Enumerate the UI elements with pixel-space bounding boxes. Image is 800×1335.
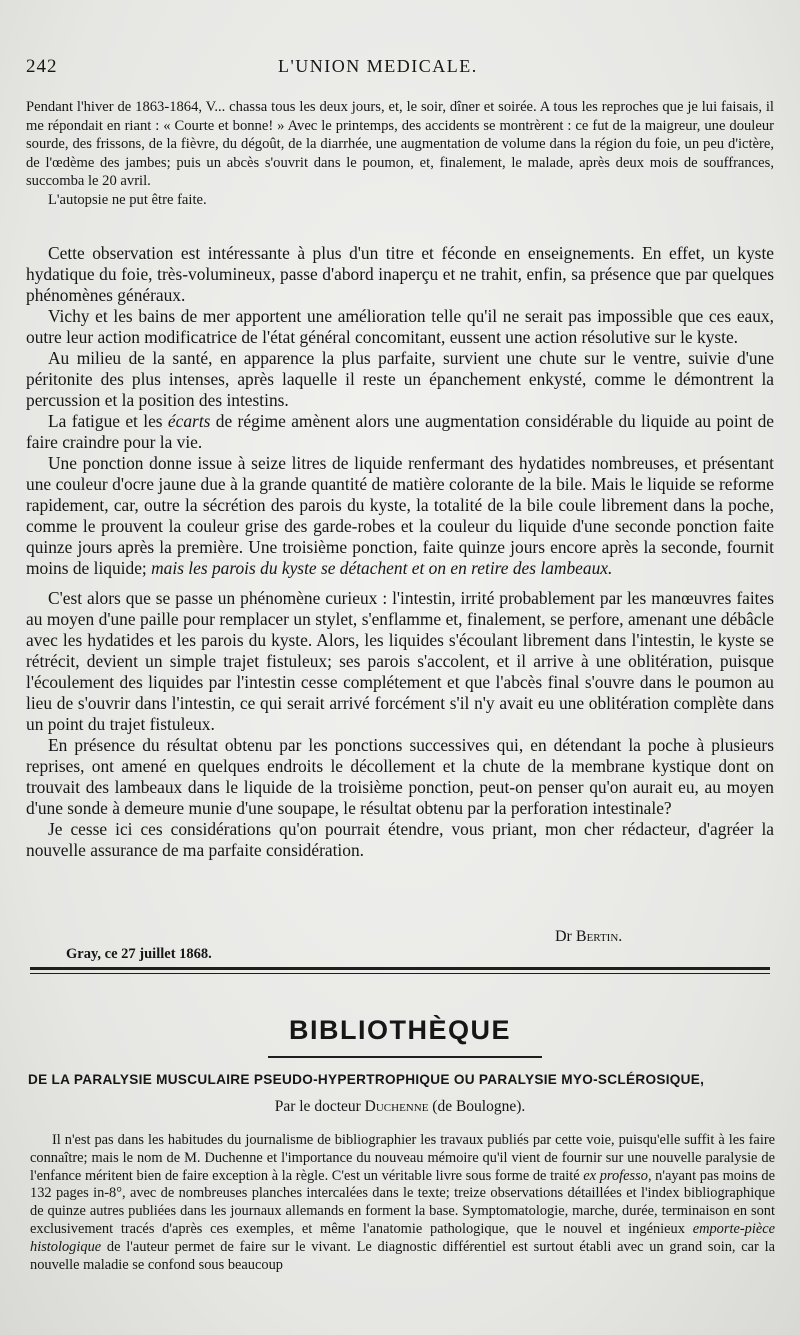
text-run: Une ponction donne issue à seize litres de liquide renfermant des hydatides nombreuses, et présentant une couleur d'ocre jaune due à la grande quantité de matière colorante de la bile. Mais le liquide se reforme rapidement, car, outre la sécrétion des parois du kyste, la totalité de la bile coule librement dans la poche, comme le prouvent la couleur grise des garde-robes et la couleur du liquide d'une seconde ponction faite quinze jours après la première. Une troisième ponction, faite quinze jours encore après la seconde, fournit moins de liquide; bbox=[26, 453, 774, 578]
body-paragraph: En présence du résultat obtenu par les ponctions successives qui, en détendant la poche à plusieurs reprises, ont amené en quelques endroits le décollement et la chute de la membrane kystique dont on trouvait des lambeaux dans le liquide de la troisième ponction, peut-on penser qu'on aurait eu, au moyen d'une sonde à demeure munie d'une soupape, le résultat obtenu par la perforation intestinale? bbox=[26, 735, 774, 818]
commentary bbox=[26, 243, 774, 861]
italic-text: emporte-pièce histologique bbox=[30, 1220, 775, 1255]
body-paragraph bbox=[26, 453, 774, 579]
intro-paragraph: Pendant l'hiver de 1863-1864, V... chassa tous les deux jours, et, le soir, dîner et soirée. A tous les reproches que je lui faisais, il me répondait en riant : « Courte et bonne! » Avec le printemps, des accidents se montrèrent : ce fut de la maigreur, une douleur sourde, des frissons, de la fièvre, du dégoût, de la diarrhée, une augmentation de volume dans la région du foie, un peu d'ictère, de l'œdème des jambes; puis un abcès s'ouvrit dans le poumon, et, finalement, le malade, après deux mois de souffrances, succomba le 20 avril. bbox=[26, 99, 774, 189]
running-head bbox=[26, 52, 760, 78]
text-run: de l'auteur permet de faire sur le vivant. Le diagnostic différentiel est surtout établi avec un grand soin, car la nouvelle maladie se confond sous beaucoup bbox=[30, 1238, 775, 1273]
italic-text: mais les parois du kyste se détachent et on en retire des lambeaux. bbox=[151, 558, 613, 578]
journal-title: L'UNION MEDICALE. bbox=[278, 56, 478, 76]
body-paragraph bbox=[26, 411, 774, 453]
section-divider-thin bbox=[30, 973, 770, 974]
heading-underline bbox=[268, 1056, 542, 1058]
body-paragraph: Cette observation est intéressante à plus d'un titre et féconde en enseignements. En effet, un kyste hydatique du foie, très-volumineux, passe d'abord inaperçu et ne trahit, enfin, sa présence que par quelques phénomènes généraux. bbox=[26, 243, 774, 305]
text-run: La fatigue et les bbox=[48, 411, 168, 431]
byline bbox=[0, 1098, 800, 1116]
autopsy-note: L'autopsie ne put être faite. bbox=[48, 191, 207, 208]
review-text bbox=[30, 1132, 775, 1274]
section-divider bbox=[30, 967, 770, 970]
signature-name: Bertin. bbox=[575, 928, 623, 945]
section-heading: BIBLIOTHÈQUE bbox=[288, 1015, 511, 1045]
text-run: de régime amènent alors une augmentation considérable du liquide au point de faire craindre pour la vie. bbox=[26, 411, 774, 452]
italic-text: ex professo bbox=[583, 1167, 648, 1184]
body-paragraph: Au milieu de la santé, en apparence la plus parfaite, survient une chute sur le ventre, suivie d'une péritonite des plus intenses, après laquelle il reste un épanchement enkysté, comme le démontrent la percussion et la position des intestins. bbox=[26, 348, 774, 410]
signature-title: Dr bbox=[555, 928, 572, 945]
page-number: 242 bbox=[26, 56, 58, 77]
article-title: DE LA PARALYSIE MUSCULAIRE PSEUDO-HYPERTROPHIQUE OU PARALYSIE MYO-SCLÉROSIQUE, bbox=[28, 1072, 705, 1087]
text-run: , n'ayant pas moins de 132 pages in-8°, avec de nombreuses planches intercalées dans le texte; treize observations détaillées et l'index bibliographique de quinze autres publiées dans les journaux allemands en forment la base. Symptomatologie, marche, durée, terminaison en sont exclusivement tracés d'après ces exemples, et même l'anatomie pathologique, que le nouvel et ingénieux bbox=[30, 1167, 775, 1237]
byline-suffix: (de Boulogne). bbox=[428, 1098, 526, 1115]
place-date: Gray, ce 27 juillet 1868. bbox=[66, 946, 212, 962]
byline-author: Duchenne bbox=[364, 1098, 429, 1115]
body-paragraph: C'est alors que se passe un phénomène curieux : l'intestin, irrité probablement par les manœuvres faites au moyen d'une paille pour remplacer un stylet, s'enflamme et, finalement, se perfore, amenant une débâcle avec les hydatides et les parois du kyste. Alors, les liquides s'écoulant librement dans l'intestin, le kyste se rétrécit, devient un simple trajet fistuleux; ses parois s'accolent, et il arrive à une oblitération, puisque l'écoulement des liquides par l'intestin cesse complétement et que l'abcès final s'ouvre dans le poumon au lieu de s'ouvrir dans l'intestin, ce qui serait arrivé forcément s'il n'y avait eu une oblitération complète dans un point du trajet fistuleux. bbox=[26, 588, 774, 734]
review-paragraph bbox=[30, 1132, 775, 1274]
italic-text: écarts bbox=[167, 411, 211, 431]
byline-prefix: Par le docteur bbox=[274, 1098, 365, 1115]
text-run: Il n'est pas dans les habitudes du journalisme de bibliographier les travaux publiés par cette voie, puisqu'elle suffit à les faire connaître; mais le nom de M. Duchenne et l'importance du nouveau mémoire qu'il vient de fournir sur une nouvelle paralysie de l'enfance méritent bien de faire exception à la règle. C'est un véritable livre sous forme de traité bbox=[30, 1132, 775, 1184]
case-report-end bbox=[26, 98, 774, 209]
body-paragraph: Vichy et les bains de mer apportent une amélioration telle qu'il ne serait pas impossible que ces eaux, outre leur action modificatrice de l'état général concomitant, eussent une action résolutive sur le kyste. bbox=[26, 306, 774, 347]
body-paragraph: Je cesse ici ces considérations qu'on pourrait étendre, vous priant, mon cher rédacteur, d'agréer la nouvelle assurance de ma parfaite considération. bbox=[26, 819, 774, 860]
signature bbox=[555, 928, 622, 946]
